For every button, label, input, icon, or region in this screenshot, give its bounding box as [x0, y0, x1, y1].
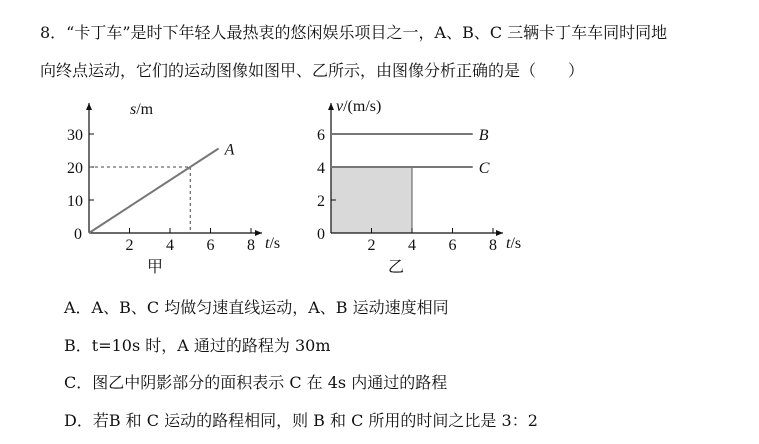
origin-label: 0 — [74, 226, 82, 243]
series-label-a: A — [224, 141, 235, 159]
x-axis-label: t/s — [265, 235, 281, 252]
shaded-area — [331, 167, 412, 233]
option-b[interactable]: B．t=10s 时，A 通过的路程为 30m — [64, 336, 331, 355]
x-tick-label: 4 — [408, 237, 416, 254]
x-tick-label: 2 — [125, 237, 134, 254]
chart-caption: 甲 — [146, 259, 164, 276]
series-label-b: B — [478, 127, 489, 144]
origin-label: 0 — [317, 226, 325, 243]
y-axis-label: s/m — [130, 101, 154, 118]
y-axis-label: v/(m/s) — [336, 98, 382, 115]
option-c[interactable]: C．图乙中阴影部分的面积表示 C 在 4s 内通过的路程 — [64, 373, 448, 392]
series-line-a — [89, 149, 219, 233]
series-label-c: C — [478, 160, 490, 177]
y-tick-label: 30 — [67, 127, 83, 144]
y-tick-label: 10 — [67, 193, 83, 210]
question-line-2: 向终点运动，它们的运动图像如图甲、乙所示，由图像分析正确的是（ ） — [40, 61, 585, 80]
x-tick-label: 8 — [489, 237, 497, 254]
option-d[interactable]: D．若B 和 C 运动的路程相同，则 B 和 C 所用的时间之比是 3：2 — [64, 411, 538, 430]
x-axis-label: t/s — [506, 235, 522, 252]
option-a[interactable]: A．A、B、C 均做匀速直线运动，A、B 运动速度相同 — [64, 298, 449, 317]
chart-caption: 乙 — [387, 259, 405, 276]
x-tick-label: 6 — [206, 237, 215, 254]
x-tick-label: 2 — [367, 237, 376, 254]
question-line-1: 8．“卡丁车”是时下年轻人最热衷的悠闲娱乐项目之一，A、B、C 三辆卡丁车车同时同地 — [40, 23, 668, 42]
y-tick-label: 20 — [67, 160, 83, 177]
y-tick-label: 6 — [317, 127, 325, 144]
x-tick-label: 4 — [166, 237, 174, 254]
y-tick-label: 4 — [317, 160, 325, 177]
x-tick-label: 6 — [448, 237, 457, 254]
x-tick-label: 8 — [247, 237, 255, 254]
y-tick-label: 2 — [317, 193, 325, 210]
